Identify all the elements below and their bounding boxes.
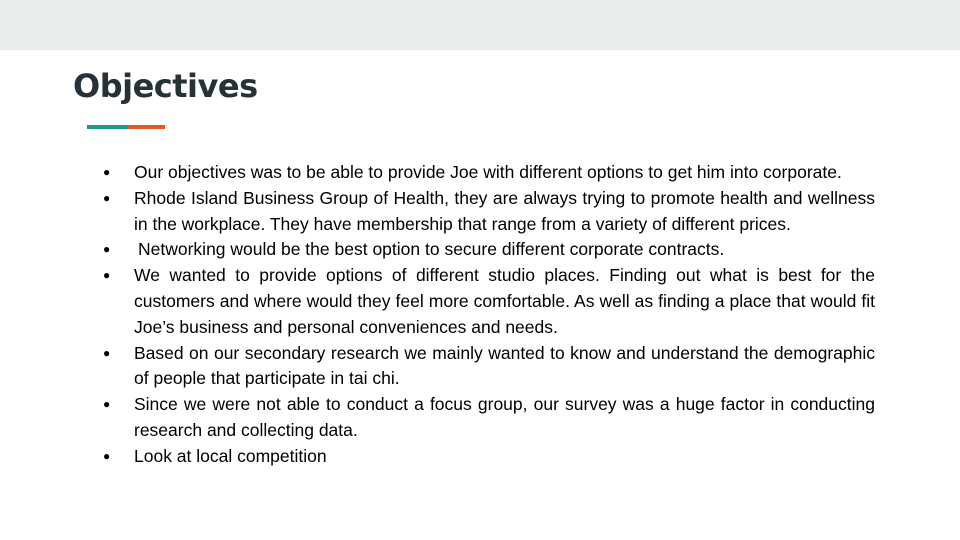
bullet-icon: ● [103,190,111,205]
objectives-list [103,160,875,470]
list-item [103,444,875,470]
list-item-text: We wanted to provide options of different studio places. Finding out what is best for the customers and where would they feel more comfortable. As well as finding a place that would fit Joe’s business and personal conveniences and needs. [134,265,875,337]
slide-title: Objectives [73,67,258,105]
header-band [0,0,960,50]
accent-bar-orange [127,125,165,129]
list-item-text: Since we were not able to conduct a focus group, our survey was a huge factor in conducting research and collecting data. [134,394,875,440]
bullet-icon: ● [103,448,111,463]
list-item [103,237,875,263]
list-item-text: Networking would be the best option to secure different corporate contracts. [138,239,725,260]
list-item-text: Rhode Island Business Group of Health, they are always trying to promote health and wellness in the workplace. They have membership that range from a variety of different prices. [134,187,875,234]
bullet-icon: ● [103,165,111,179]
bullet-icon: ● [103,268,111,283]
list-item [103,341,875,393]
bullet-icon: ● [103,242,111,257]
list-item-text: Based on our secondary research we mainly wanted to know and understand the demographic of people that participate in tai chi. [134,342,875,389]
list-item-text: Look at local competition [134,445,327,466]
list-item [103,392,875,444]
list-item [103,263,875,340]
list-item-text: Our objectives was to be able to provide Joe with different options to get him into corporate. [134,162,842,182]
bullet-icon: ● [103,397,111,412]
list-item [103,186,875,238]
list-item [103,160,875,186]
accent-bar-teal [87,125,127,129]
bullet-icon: ● [103,345,111,360]
